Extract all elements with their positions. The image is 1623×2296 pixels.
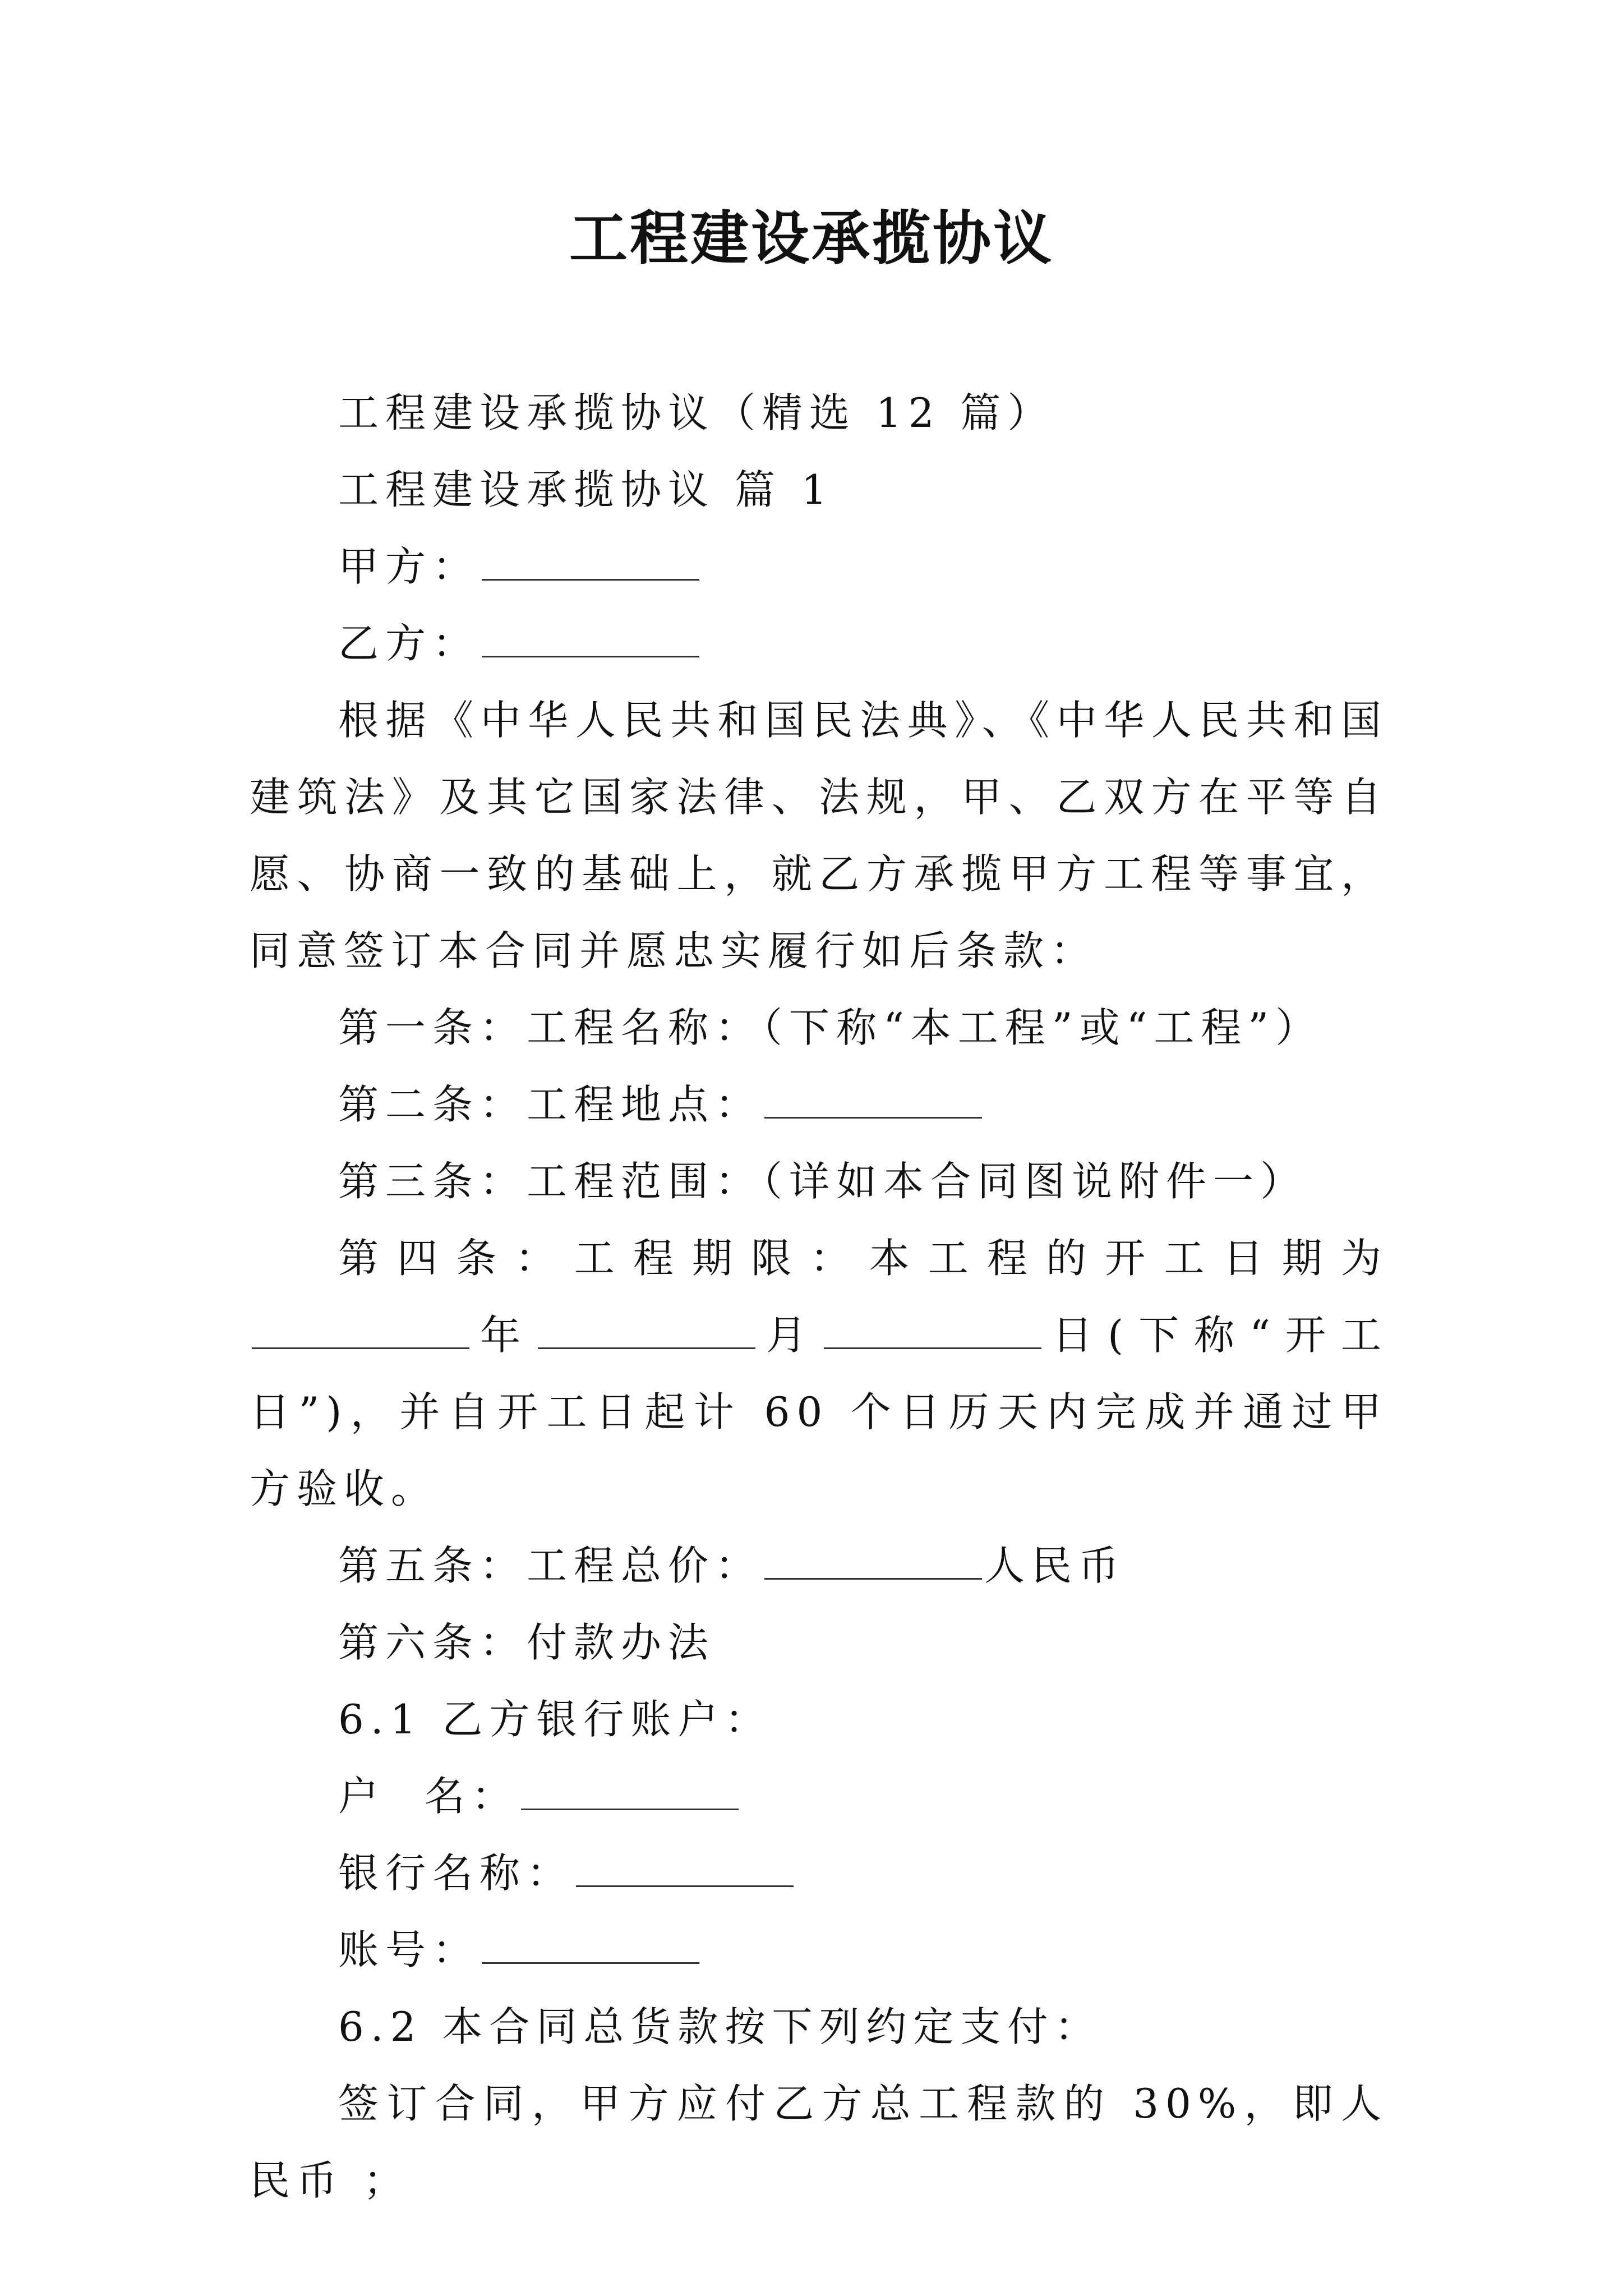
start-day-blank [824, 1314, 1041, 1349]
section-6-1: 6.1 乙方银行账户： [338, 1696, 772, 1743]
bank-name-line [250, 1835, 1388, 1912]
article-4-text-start: 第四条：工程期限：本工程的开工日期为 [338, 1235, 1388, 1282]
document-body [250, 375, 1388, 2219]
article-4-text-end: 日(下称“开工日”)，并自开工日起计 60 个日历天内完成并通过甲方验收。 [250, 1312, 1388, 1512]
project-location-blank [764, 1083, 982, 1119]
party-a-label: 甲方： [338, 543, 480, 590]
party-b-label: 乙方： [338, 620, 480, 667]
article-4 [250, 1220, 1388, 1527]
party-b-line [250, 605, 1388, 682]
article-2 [250, 1066, 1388, 1143]
article-5-currency: 人民币 [984, 1542, 1126, 1589]
month-label: 月 [758, 1312, 822, 1359]
article-6: 第六条：付款办法 [338, 1619, 716, 1666]
account-name-blank [521, 1775, 739, 1810]
bank-name-blank [576, 1852, 794, 1887]
year-label: 年 [472, 1312, 536, 1359]
article-2-label: 第二条：工程地点： [338, 1081, 763, 1128]
intro-line: 工程建设承揽协议（精选 12 篇） [338, 389, 1055, 436]
signing-payment-line: 签订合同，甲方应付乙方总工程款的 30%，即人民币 ； [250, 2080, 1388, 2204]
start-month-blank [538, 1314, 755, 1349]
account-number-label: 账号： [338, 1926, 480, 1973]
party-b-blank [482, 622, 699, 657]
account-name-label: 户 名： [338, 1773, 519, 1820]
total-price-blank [764, 1544, 982, 1580]
article-5 [250, 1527, 1388, 1604]
party-a-line [250, 528, 1388, 605]
account-number-line [250, 1912, 1388, 1989]
start-year-blank [252, 1314, 469, 1349]
article-5-label: 第五条：工程总价： [338, 1542, 763, 1589]
section-heading: 工程建设承揽协议 篇 1 [338, 466, 834, 513]
article-1: 第一条：工程名称：（下称“本工程”或“工程”） [338, 1004, 1323, 1051]
account-name-line [250, 1758, 1388, 1835]
bank-name-label: 银行名称： [338, 1849, 574, 1897]
document-title: 工程建设承揽协议 [569, 204, 1054, 273]
party-a-blank [482, 545, 699, 581]
section-6-2: 6.2 本合同总货款按下列约定支付： [338, 2003, 1102, 2050]
account-number-blank [482, 1929, 699, 1964]
article-3: 第三条：工程范围：（详如本合同图说附件一） [338, 1158, 1308, 1205]
preamble-paragraph: 根据《中华人民共和国民法典》、《中华人民共和国建筑法》及其它国家法律、法规，甲、乙双方在平等自愿、协商一致的基础上，就乙方承揽甲方工程等事宜，同意签订本合同并愿忠实履行如后条款： [250, 697, 1388, 974]
